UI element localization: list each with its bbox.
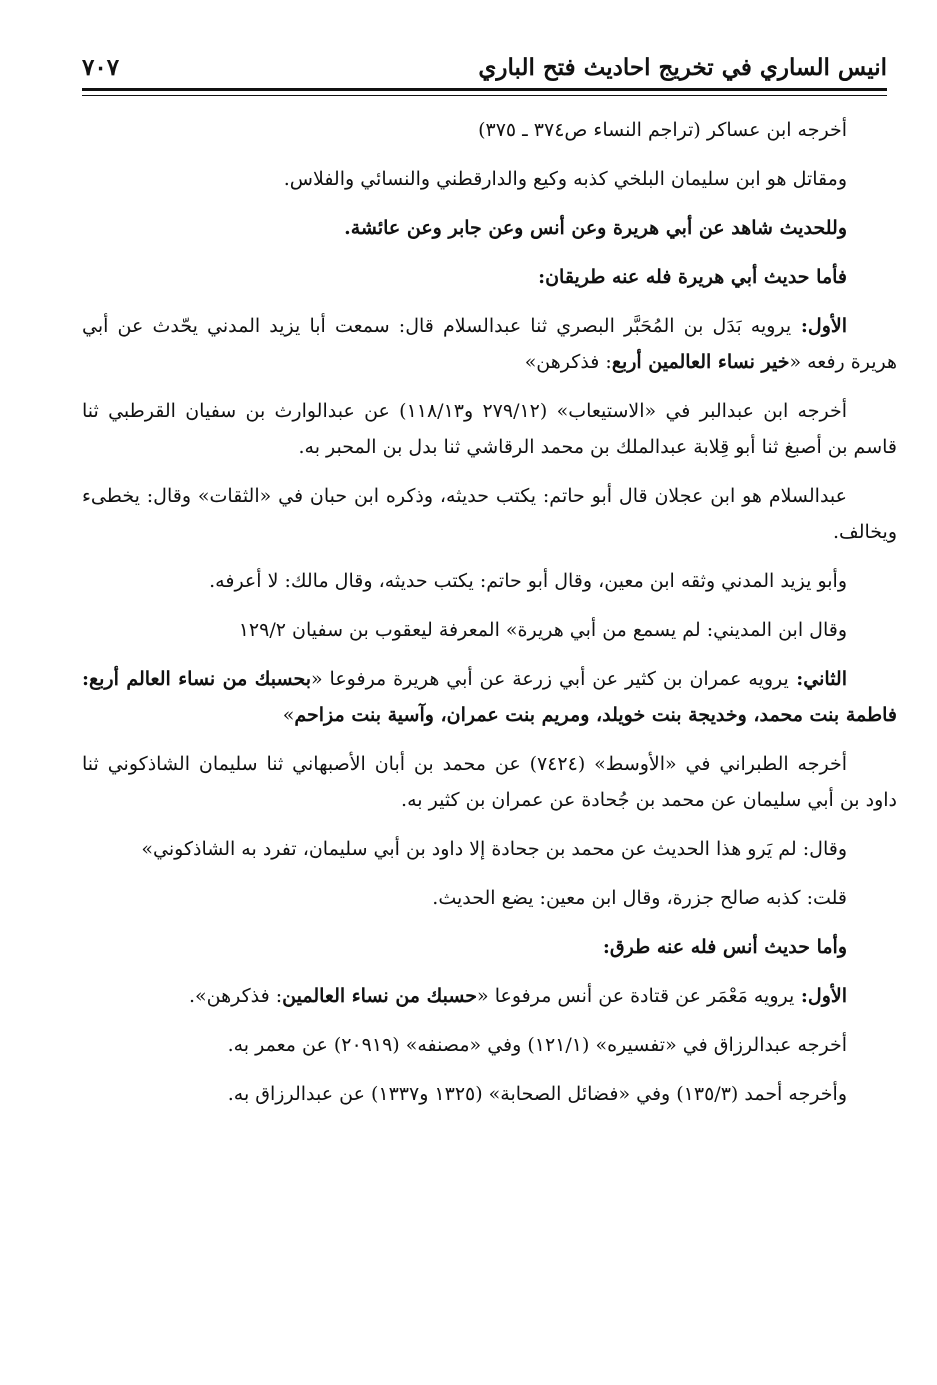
paragraph: [82, 831, 897, 867]
text-segment: يرويه عمران بن كثير عن أبي زرعة عن أبي هريرة مرفوعا «: [311, 668, 789, 690]
bold-text: الأول:: [791, 315, 848, 337]
paragraph: [82, 661, 897, 733]
paragraph: [82, 308, 897, 380]
bold-text: فأما حديث أبي هريرة فله عنه طريقان:: [538, 266, 847, 288]
paragraph: [82, 746, 897, 818]
bold-text: وللحديث شاهد عن أبي هريرة وعن أنس وعن جابر وعن عائشة.: [344, 217, 847, 239]
paragraph: [82, 1027, 897, 1063]
bold-text: بحسبك من نساء العالم أربع: فاطمة بنت محمد، وخديجة بنت خويلد، ومريم بنت عمران، وآسية بنت مزاحم: [82, 668, 897, 726]
bold-text: خير نساء العالمين أربع: [611, 351, 790, 373]
paragraph: [82, 112, 897, 148]
page-header: [82, 52, 887, 92]
text-segment: أخرجه ابن عساكر (تراجم النساء ص٣٧٤ ـ ٣٧٥): [478, 119, 847, 141]
bold-text: حسبك من نساء العالمين: [282, 985, 478, 1007]
text-segment: وأبو يزيد المدني وثقه ابن معين، وقال أبو حاتم: يكتب حديثه، وقال مالك: لا أعرفه.: [209, 570, 847, 592]
bold-text: الثاني:: [788, 668, 848, 690]
paragraph: [82, 393, 897, 465]
text-segment: »: [282, 704, 295, 726]
paragraph: [82, 1076, 897, 1112]
text-segment: أخرجه ابن عبدالبر في «الاستيعاب» (٢٧٩/١٢ و١١٨/١٣) عن عبدالوارث بن سفيان القرطبي ثنا قاسم بن أصبغ ثنا أبو قِلابة عبدالملك بن محمد الرقاشي ثنا بدل بن المحبر به.: [82, 400, 897, 458]
text-segment: قلت: كذبه صالح جزرة، وقال ابن معين: يضع الحديث.: [432, 887, 847, 909]
text-segment: عبدالسلام هو ابن عجلان قال أبو حاتم: يكتب حديثه، وذكره ابن حبان في «الثقات» وقال: يخطىء ويخالف.: [82, 485, 897, 543]
paragraph: [82, 161, 897, 197]
text-segment: أخرجه عبدالرزاق في «تفسيره» (١٢١/١) وفي «مصنفه» (٢٠٩١٩) عن معمر به.: [227, 1034, 847, 1056]
text-segment: أخرجه الطبراني في «الأوسط» (٧٤٢٤) عن محمد بن أبان الأصبهاني ثنا سليمان الشاذكوني ثنا داود بن أبي سليمان عن محمد بن جُحادة عن عمران بن كثير به.: [82, 753, 897, 811]
text-segment: يرويه مَعْمَر عن قتادة عن أنس مرفوعا «: [477, 985, 795, 1007]
text-segment: : فذكرهن».: [188, 985, 283, 1007]
page-body: [82, 112, 897, 1125]
header-rule-thin: [82, 95, 887, 96]
text-segment: يرويه بَدَل بن المُحَبَّر البصري ثنا عبدالسلام قال: سمعت أبا يزيد المدني يحّدث عن أبي هريرة رفعه «: [82, 315, 897, 373]
paragraph: [82, 259, 897, 295]
page-number: ٧٠٧: [82, 54, 120, 81]
paragraph: [82, 880, 897, 916]
paragraph: [82, 612, 897, 648]
bold-text: وأما حديث أنس فله عنه طرق:: [602, 936, 847, 958]
text-segment: : فذكرهن»: [524, 351, 612, 373]
text-segment: وقال: لم يَرو هذا الحديث عن محمد بن جحادة إلا داود بن أبي سليمان، تفرد به الشاذكوني»: [141, 838, 847, 860]
text-segment: وقال ابن المديني: لم يسمع من أبي هريرة» المعرفة ليعقوب بن سفيان ١٢٩/٢: [238, 619, 847, 641]
book-title: انيس الساري في تخريج احاديث فتح الباري: [478, 54, 887, 81]
text-segment: وأخرجه أحمد (١٣٥/٣) وفي «فضائل الصحابة» (١٣٢٥ و١٣٣٧) عن عبدالرزاق به.: [227, 1083, 847, 1105]
bold-text: الأول:: [794, 985, 847, 1007]
paragraph: [82, 478, 897, 550]
paragraph: [82, 978, 897, 1014]
paragraph: [82, 563, 897, 599]
header-rule-thick: [82, 88, 887, 91]
paragraph: [82, 210, 897, 246]
paragraph: [82, 929, 897, 965]
text-segment: ومقاتل هو ابن سليمان البلخي كذبه وكيع والدارقطني والنسائي والفلاس.: [283, 168, 847, 190]
